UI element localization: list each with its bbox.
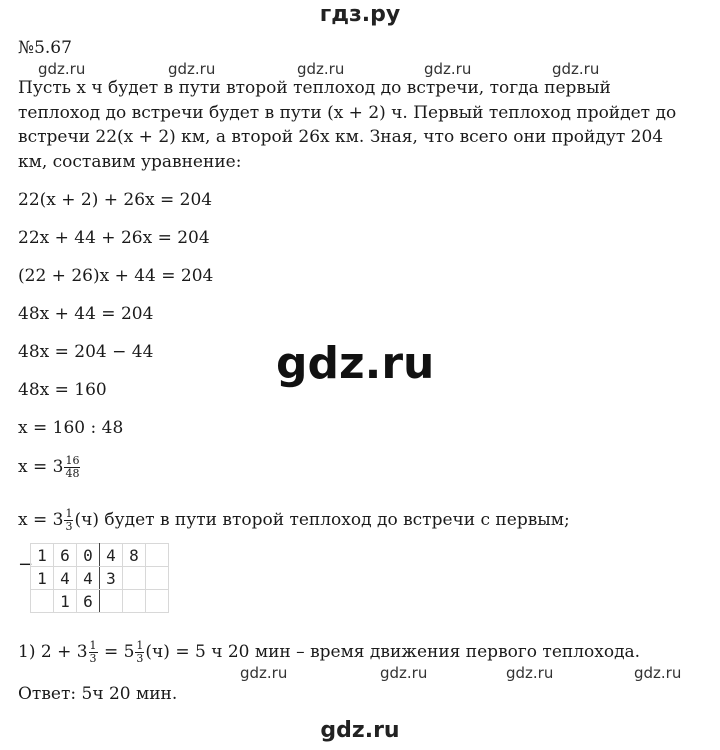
division-row xyxy=(31,567,169,590)
division-cell: 4 xyxy=(100,544,123,567)
division-cell: 0 xyxy=(77,544,100,567)
equation-line: 48x + 44 = 204 xyxy=(18,304,154,324)
division-cell xyxy=(146,567,169,590)
division-cell: 4 xyxy=(77,567,100,590)
equation-line-fraction xyxy=(18,508,570,533)
division-cell: 1 xyxy=(54,590,77,613)
watermark-text: gdz.ru xyxy=(38,60,86,78)
watermark-text: gdz.ru xyxy=(634,664,682,682)
long-division-grid xyxy=(30,543,169,613)
fraction-denominator: 3 xyxy=(89,652,97,665)
division-cell xyxy=(123,567,146,590)
division-cell: 1 xyxy=(31,567,54,590)
equation-line: 48x = 204 − 44 xyxy=(18,342,154,362)
division-cell: 6 xyxy=(54,544,77,567)
statement-line: Пусть x ч будет в пути второй теплоход до встречи, тогда первый xyxy=(18,78,611,98)
division-row xyxy=(31,544,169,567)
fraction xyxy=(89,640,98,665)
fraction-numerator: 1 xyxy=(65,507,73,520)
solution-step-1 xyxy=(18,640,640,665)
equation-line: (22 + 26)x + 44 = 204 xyxy=(18,266,214,286)
watermark-text: gdz.ru xyxy=(380,664,428,682)
watermark-large: gdz.ru xyxy=(276,338,435,389)
equation-line-fraction xyxy=(18,455,81,480)
fraction-denominator: 48 xyxy=(65,467,80,480)
equation-line: 22(x + 2) + 26x = 204 xyxy=(18,190,213,210)
division-cell: 6 xyxy=(77,590,100,613)
statement-line: км, составим уравнение: xyxy=(18,151,242,172)
equation-text: (ч) будет в пути второй теплоход до встречи с первым; xyxy=(74,510,570,530)
division-cell xyxy=(31,590,54,613)
division-cell: 1 xyxy=(31,544,54,567)
division-cell: 8 xyxy=(123,544,146,567)
watermark-row-bottom xyxy=(0,664,720,684)
watermark-text: gdz.ru xyxy=(552,60,600,78)
division-cell: 3 xyxy=(100,567,123,590)
site-header-title: гдз.ру xyxy=(319,2,401,27)
step-text: 1) 2 + 3 xyxy=(18,642,88,662)
division-cell xyxy=(146,544,169,567)
equation-line: 48x = 160 xyxy=(18,380,107,400)
watermark-text: gdz.ru xyxy=(240,664,288,682)
equation-text: x = 3 xyxy=(18,457,64,477)
fraction xyxy=(135,640,144,665)
fraction xyxy=(64,455,80,480)
answer-line: Ответ: 5ч 20 мин. xyxy=(18,684,178,704)
fraction-denominator: 3 xyxy=(136,652,144,665)
equation-line: 22x + 44 + 26x = 204 xyxy=(18,228,210,248)
equation-text: x = 3 xyxy=(18,510,64,530)
division-cell xyxy=(123,590,146,613)
division-cell xyxy=(146,590,169,613)
watermark-text: gdz.ru xyxy=(297,60,345,78)
long-division-sign: − xyxy=(18,554,34,575)
watermark-text: gdz.ru xyxy=(506,664,554,682)
equation-line: x = 160 : 48 xyxy=(18,418,124,438)
step-text: (ч) = 5 ч 20 мин – время движения первого теплохода. xyxy=(145,642,641,662)
fraction-numerator: 1 xyxy=(89,639,97,652)
fraction xyxy=(64,508,73,533)
watermark-text: gdz.ru xyxy=(424,60,472,78)
watermark-text: gdz.ru xyxy=(168,60,216,78)
step-text: = 5 xyxy=(98,642,135,662)
problem-number: №5.67 xyxy=(18,38,72,58)
statement-line: теплоход до встречи будет в пути (x + 2) ч. Первый теплоход пройдет до xyxy=(18,102,677,123)
watermark-footer: gdz.ru xyxy=(320,718,400,743)
division-cell: 4 xyxy=(54,567,77,590)
fraction-numerator: 1 xyxy=(136,639,144,652)
fraction-denominator: 3 xyxy=(65,520,73,533)
division-cell xyxy=(100,590,123,613)
division-row xyxy=(31,590,169,613)
problem-statement xyxy=(18,76,708,174)
statement-line: встречи 22(x + 2) км, а второй 26x км. Зная, что всего они пройдут 204 xyxy=(18,127,664,147)
fraction-numerator: 16 xyxy=(65,454,80,467)
